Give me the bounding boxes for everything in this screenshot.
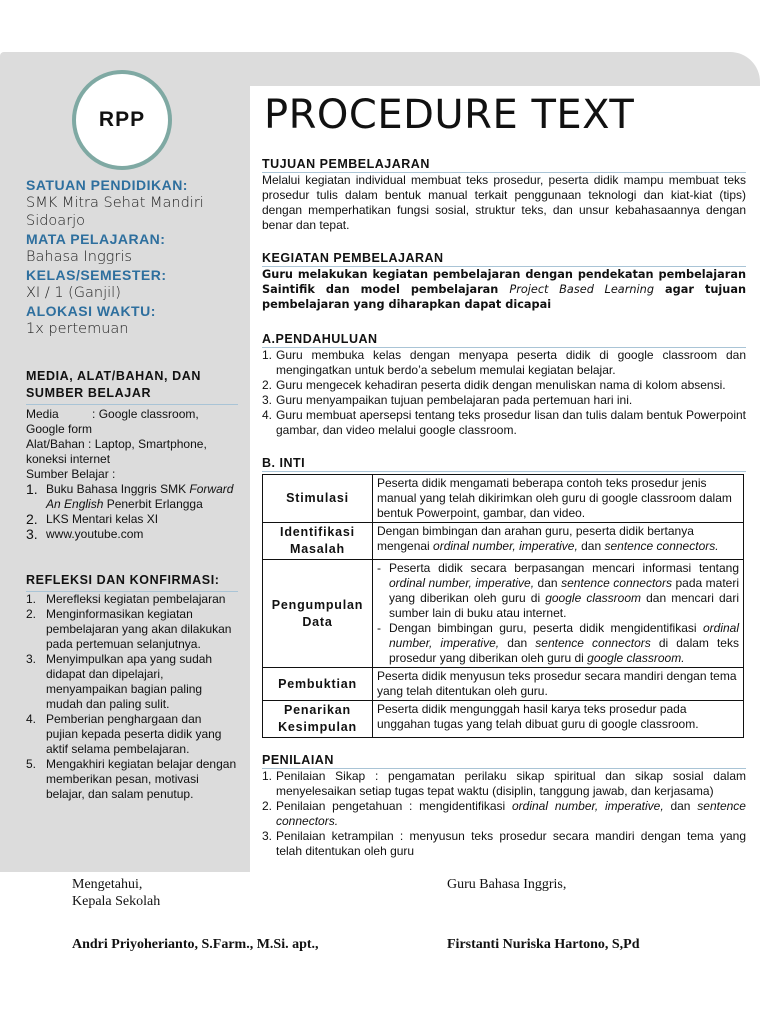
kelas-label: KELAS/SEMESTER: <box>26 267 167 283</box>
table-row <box>263 560 744 668</box>
dash-marker: - <box>377 561 381 575</box>
list-number: 3. <box>262 829 273 843</box>
list-item <box>262 378 746 393</box>
list-text-italic: An English <box>46 497 104 511</box>
text-italic: sentence connectors <box>561 576 672 590</box>
stage-pengumpulan <box>263 560 373 668</box>
media-heading-2: SUMBER BELAJAR <box>26 386 152 400</box>
kegiatan-text <box>262 267 746 312</box>
list-item <box>26 757 238 802</box>
stage-label-line: Identifikasi <box>280 525 355 539</box>
signature-line: Mengetahui, <box>72 877 143 892</box>
penilaian-heading: PENILAIAN <box>262 752 746 769</box>
list-number: 5. <box>26 757 37 771</box>
signature-left-heading <box>72 876 160 910</box>
text-italic: google classroom. <box>587 651 685 665</box>
text-part: Peserta didik secara berpasangan mencari informasi tentang <box>389 561 739 575</box>
list-text: Penilaian Sikap : pengamatan perilaku sikap spiritual dan sikap sosial dalam menyelesaikan setiap tugas tepat waktu (disiplin, tanggung jawab, dan kerjasama) <box>276 769 746 798</box>
list-text-line: Mengakhiri kegiatan belajar dengan <box>46 757 237 771</box>
list-item <box>26 527 238 542</box>
stage-text: Peserta didik mengunggah hasil karya teks prosedur pada unggahan tugas yang telah dibuat guru di google classroom. <box>373 701 744 738</box>
media-line: Google form <box>26 422 93 436</box>
table-row <box>263 701 744 738</box>
list-text: Buku Bahasa Inggris SMK <box>46 482 190 496</box>
signature-left-name: Andri Priyoherianto, S.Farm., M.Si. apt., <box>72 937 319 952</box>
left-column <box>26 176 238 802</box>
table-row <box>263 523 744 560</box>
text-part: Dengan bimbingan guru, peserta didik mengidentifikasi <box>389 621 703 635</box>
pendahuluan-section <box>262 331 746 438</box>
text-part: dan <box>499 636 536 650</box>
list-item <box>26 607 238 652</box>
kegiatan-section <box>262 250 746 312</box>
list-item <box>262 393 746 408</box>
tujuan-section <box>262 156 746 233</box>
sumber-list <box>26 482 238 542</box>
list-number: 1. <box>262 769 273 783</box>
list-text: Penerbit Erlangga <box>103 497 203 511</box>
list-text-line: didapat dan dipelajari, <box>46 667 164 681</box>
inti-table <box>262 474 744 738</box>
list-number: 1. <box>26 481 38 497</box>
list-item <box>26 712 238 757</box>
text-italic: ordinal number, imperative, <box>433 539 578 553</box>
text-italic: sentence connectors. <box>604 539 719 553</box>
stage-identifikasi <box>263 523 373 560</box>
mapel-label: MATA PELAJARAN: <box>26 231 166 247</box>
kelas-value: XI / 1 (Ganjil) <box>26 285 121 301</box>
list-text: Guru membuat apersepsi tentang teks prosedur lisan dan tulis dalam bentuk Powerpoint gambar, dan video melalui google classroom. <box>276 408 746 437</box>
list-number: 3. <box>26 526 38 542</box>
text-part: dan mencari dari sumber lain di buku atau internet. <box>389 591 739 620</box>
list-text-line: pada pertemuan selanjutnya. <box>46 637 201 651</box>
list-number: 2. <box>26 511 38 527</box>
list-item <box>262 829 746 859</box>
list-text-line: Pemberian penghargaan dan <box>46 712 202 726</box>
stage-text <box>373 523 744 560</box>
list-number: 4. <box>262 408 273 422</box>
stage-label-line: Kesimpulan <box>278 720 357 734</box>
satuan-value-2: Sidoarjo <box>26 213 86 229</box>
dash-item <box>377 621 739 666</box>
list-text-line: aktif selama pembelajaran. <box>46 742 190 756</box>
signature-line: Kepala Sekolah <box>72 894 161 909</box>
media-line: koneksi internet <box>26 452 111 466</box>
list-item <box>26 652 238 712</box>
text-part: dan <box>577 539 605 553</box>
list-item <box>26 512 238 527</box>
text-italic: google classroom <box>545 591 642 605</box>
alokasi-value: 1x pertemuan <box>26 321 129 337</box>
list-text-line: menyampaikan bagian paling <box>46 682 203 696</box>
list-item <box>26 482 238 512</box>
media-heading: MEDIA, ALAT/BAHAN, DAN <box>26 369 201 383</box>
kegiatan-heading: KEGIATAN PEMBELAJARAN <box>262 250 746 267</box>
page-title: PROCEDURE TEXT <box>264 92 635 138</box>
refleksi-list <box>26 592 238 802</box>
text-part: Dengan bimbingan dan arahan guru, peserta didik bertanya mengenai <box>377 524 694 553</box>
text-italic: sentence connectors <box>535 636 651 650</box>
media-line: Sumber Belajar : <box>26 467 116 481</box>
list-number: 3. <box>26 652 37 666</box>
tujuan-text: Melalui kegiatan individual membuat teks prosedur, peserta didik mampu membuat teks prosedur tulis dalam bentuk manual terkait penggunaan teknologi dan kiat-kiat (tips) dengan memperhatikan fungsi sosial, struktur teks, dan unsur kebahasaannya dengan benar dan tepat. <box>262 173 746 232</box>
list-item <box>262 769 746 799</box>
table-row <box>263 668 744 701</box>
list-text-line: pujian kepada peserta didik yang <box>46 727 222 741</box>
mapel-value: Bahasa Inggris <box>26 249 132 265</box>
kegiatan-text-italic: Project Based Learning <box>509 283 654 296</box>
alokasi-label: ALOKASI WAKTU: <box>26 303 156 319</box>
text-part: Penilaian pengetahuan : mengidentifikasi <box>276 799 512 813</box>
dash-item <box>377 561 739 621</box>
stage-label-line: Data <box>302 614 333 629</box>
table-row <box>263 475 744 523</box>
stage-label-line: Pengumpulan <box>271 597 364 612</box>
list-number: 3. <box>262 393 273 407</box>
text-italic: ordinal number, imperative, <box>389 621 739 650</box>
list-text: LKS Mentari kelas XI <box>46 512 159 526</box>
signature-right-name: Firstanti Nuriska Hartono, S,Pd <box>447 937 640 952</box>
text-part: dan <box>534 576 562 590</box>
satuan-value: SMK Mitra Sehat Mandiri <box>26 195 204 211</box>
stage-text <box>373 560 744 668</box>
list-item <box>262 408 746 438</box>
signature-right-heading: Guru Bahasa Inggris, <box>447 877 567 892</box>
list-item <box>262 348 746 378</box>
stage-penarikan <box>263 701 373 738</box>
top-banner-background <box>60 52 760 86</box>
list-text-line: memberikan pesan, motivasi <box>46 772 199 786</box>
list-item <box>26 592 238 607</box>
text-italic: ordinal number, imperative, <box>389 576 535 590</box>
stage-label-line: Masalah <box>290 542 345 556</box>
text-part: di dalam teks prosedur yang diberikan oleh guru di <box>389 636 739 665</box>
list-number: 2. <box>262 378 273 392</box>
stage-label-line: Penarikan <box>284 703 351 717</box>
pendahuluan-heading: A.PENDAHULUAN <box>262 331 746 348</box>
stage-text: Peserta didik menyusun teks prosedur secara mandiri dengan tema yang telah ditentukan oleh guru. <box>373 668 744 701</box>
text-part: pada materi yang diberikan oleh guru di <box>389 576 739 605</box>
list-number: 1. <box>262 348 273 362</box>
inti-heading: B. INTI <box>262 455 746 472</box>
media-line: Alat/Bahan : Laptop, Smartphone, <box>26 437 207 451</box>
stage-pembuktian: Pembuktian <box>263 668 373 701</box>
media-divider <box>26 404 238 405</box>
list-number: 4. <box>26 712 37 726</box>
stage-stimulasi: Stimulasi <box>263 475 373 523</box>
stage-text: Peserta didik mengamati beberapa contoh teks prosedur jenis manual yang telah dikirimkan oleh guru di google classroom dalam bentuk Powerpoint, gambar, dan video. <box>373 475 744 523</box>
list-text-italic: Forward <box>189 482 234 496</box>
list-text: Penilaian ketrampilan : menyusun teks prosedur secara mandiri dengan tema yang telah ditentukan oleh guru <box>276 829 746 858</box>
text-italic: ordinal number, imperative, <box>512 799 664 813</box>
list-number: 1. <box>26 592 37 606</box>
text-part: dan <box>663 799 698 813</box>
penilaian-section <box>262 752 746 859</box>
rpp-badge-label: RPP <box>98 108 146 131</box>
list-text-line: pembelajaran yang akan dilakukan <box>46 622 232 636</box>
dash-marker: - <box>377 621 381 635</box>
refleksi-heading: REFLEKSI DAN KONFIRMASI: <box>26 573 220 587</box>
kegiatan-text-part: Guru melakukan kegiatan pembelajaran dengan pendekatan pembelajaran Saintifik dan model pembelajaran <box>262 268 746 296</box>
list-text: Guru membuka kelas dengan menyapa peserta didik di google classroom dan mengingatkan untuk berdo’a sebelum memulai kegiatan belajar. <box>276 348 746 377</box>
list-text-line: mudah dan paling sulit. <box>46 697 170 711</box>
text-italic: sentence connectors. <box>276 799 746 828</box>
list-number: 2. <box>26 607 37 621</box>
list-number: 2. <box>262 799 273 813</box>
rpp-badge <box>72 70 172 170</box>
list-text: Guru mengecek kehadiran peserta didik dengan menuliskan nama di kolom absensi. <box>276 378 726 392</box>
list-text-line: Menyimpulkan apa yang sudah <box>46 652 213 666</box>
list-text-line: Merefleksi kegiatan pembelajaran <box>46 592 226 606</box>
pendahuluan-list <box>262 348 746 438</box>
tujuan-heading: TUJUAN PEMBELAJARAN <box>262 156 746 173</box>
list-text-line: Menginformasikan kegiatan <box>46 607 193 621</box>
inti-section <box>262 455 746 738</box>
kegiatan-text-part: agar tujuan pembelajaran yang diharapkan dapat dicapai <box>262 283 746 311</box>
list-item <box>262 799 746 829</box>
list-text: Guru menyampaikan tujuan pembelajaran pada pertemuan hari ini. <box>276 393 633 407</box>
media-line: Media : Google classroom, <box>26 407 199 421</box>
penilaian-list <box>262 769 746 859</box>
satuan-label: SATUAN PENDIDIKAN: <box>26 177 188 193</box>
list-text-line: belajar, dan salam penutup. <box>46 787 194 801</box>
list-text: www.youtube.com <box>46 527 144 541</box>
